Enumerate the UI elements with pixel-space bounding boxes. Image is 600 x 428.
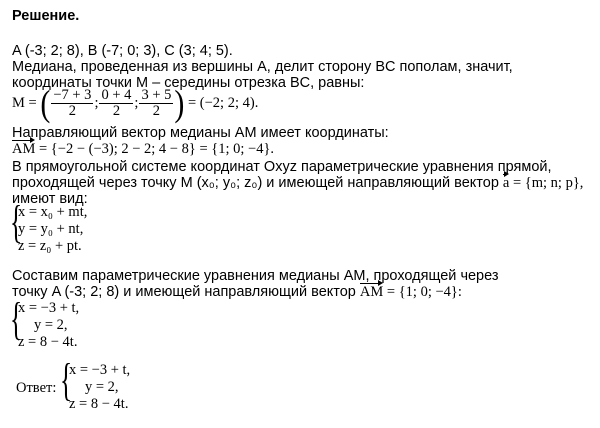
param-text-line2-start: проходящей через точку M (x₀; y₀; z₀) и имеющей направляющий вектор: [12, 175, 503, 191]
median-system-brace: {: [10, 293, 23, 344]
compose-text-line1: Составим параметрические уравнения медианы AM, проходящей через: [12, 268, 499, 284]
general-eq-y: y = y₀ + nt,: [18, 221, 84, 237]
median-text-line1: Медиана, проведенная из вершины A, делит сторону BC пополам, значит,: [12, 59, 513, 75]
fraction-y-denominator: 2: [112, 103, 121, 119]
compose-text-line2: [12, 284, 462, 301]
median-eq-z: z = 8 − 4t.: [18, 334, 78, 350]
am-vector-formula: [12, 141, 274, 158]
answer-eq-y: y = 2,: [85, 379, 119, 395]
midpoint-lhs: M =: [12, 94, 41, 111]
answer-eq-z: z = 8 − 4t.: [69, 396, 129, 412]
fraction-x-numerator: −7 + 3: [53, 87, 92, 103]
fraction-x: [51, 88, 93, 119]
median-system: [18, 300, 79, 351]
solution-title: Решение.: [12, 8, 80, 24]
separator-1: ;: [94, 94, 99, 111]
vector-am-components: = {1; 0; −4}:: [383, 284, 462, 300]
vector-am: AM: [359, 284, 384, 300]
compose-text-line2-start: точку A (-3; 2; 8) и имеющей направляющий вектор: [12, 284, 360, 300]
left-paren: (: [40, 82, 51, 124]
separator-2: ;: [134, 94, 139, 111]
direction-heading: Направляющий вектор медианы AM имеет координаты:: [12, 125, 389, 141]
answer-system-brace: {: [60, 354, 73, 405]
median-eq-y: y = 2,: [34, 317, 68, 333]
param-text-line2: [12, 175, 583, 192]
fraction-y-numerator: 0 + 4: [101, 87, 132, 103]
points-line: A (-3; 2; 8), B (-7; 0; 3), C (3; 4; 5).: [12, 43, 233, 59]
answer-label: Ответ:: [16, 380, 57, 396]
general-system: [18, 204, 87, 255]
answer-eq-x: x = −3 + t,: [69, 362, 131, 378]
param-text-line3: имеют вид:: [12, 191, 88, 207]
general-system-brace: {: [10, 196, 23, 247]
fraction-z-denominator: 2: [152, 103, 161, 119]
fraction-z: [139, 88, 173, 119]
vector-a-components: = {m; n; p},: [509, 175, 584, 191]
midpoint-result: = (−2; 2; 4).: [184, 94, 259, 111]
general-eq-x: x = x₀ + mt,: [18, 204, 88, 220]
fraction-z-numerator: 3 + 5: [141, 87, 172, 103]
answer-system: [69, 362, 130, 413]
median-text-line2: координаты точки M – середины отрезка BC, равны:: [12, 75, 365, 91]
right-paren: ): [174, 82, 185, 124]
fraction-x-denominator: 2: [68, 103, 76, 119]
am-vector-name: AM: [12, 141, 36, 157]
am-vector-value: = {−2 − (−3); 2 − 2; 4 − 8} = {1; 0; −4}.: [35, 141, 275, 157]
median-eq-x: x = −3 + t,: [18, 300, 80, 316]
vector-a: a: [502, 175, 510, 191]
general-eq-z: z = z₀ + pt.: [18, 238, 82, 254]
fraction-y: [99, 88, 133, 119]
midpoint-formula: [12, 82, 259, 124]
param-text-line1: В прямоугольной системе координат Oxyz параметрические уравнения прямой,: [12, 159, 552, 175]
